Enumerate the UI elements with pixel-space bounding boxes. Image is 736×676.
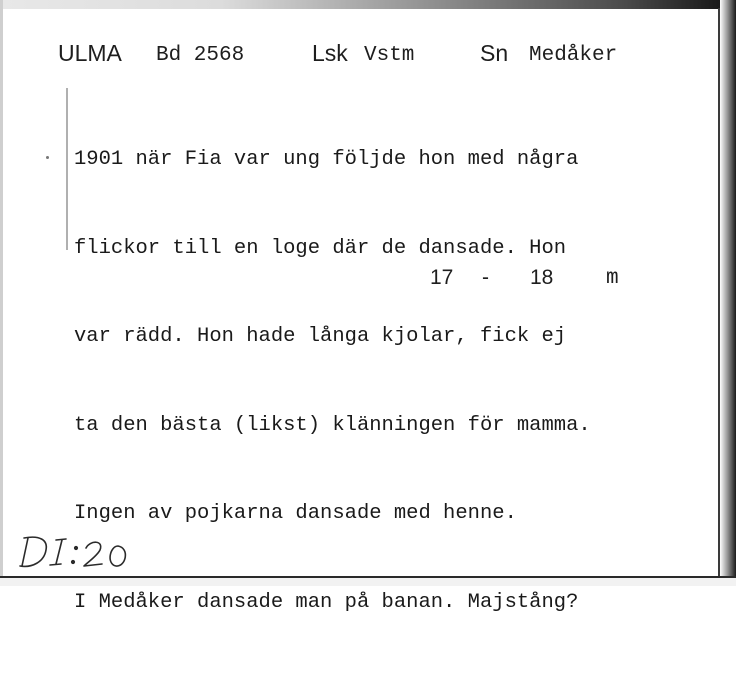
body-line: var rädd. Hon hade långa kjolar, fick ej	[74, 325, 567, 348]
page-from: 17	[430, 266, 454, 289]
gender-mark: m	[606, 267, 619, 290]
archive-code: ULMA	[58, 40, 122, 66]
body-line: flickor till en loge där de dansade. Hon	[74, 236, 567, 260]
socken-value: Medåker	[529, 44, 618, 67]
card-right-border	[718, 8, 720, 578]
record-number: Bd 2568	[156, 44, 245, 67]
scan-edge-left	[0, 0, 3, 586]
socken-label: Sn	[480, 40, 509, 66]
body-line: ta den bästa (likst) klänningen för mamma.	[74, 413, 591, 437]
landskap-label: Lsk	[312, 40, 348, 66]
scan-edge-right	[720, 0, 736, 586]
landskap-value: Vstm	[364, 44, 415, 67]
page-dash: -	[482, 266, 489, 289]
body-line: Ingen av pojkarna dansade med henne.	[74, 502, 517, 525]
handwritten-signature	[14, 526, 144, 576]
body-line: I Medåker dansade man på banan. Majstång?	[74, 590, 579, 614]
body-line: 1901 när Fia var ung följde hon med några	[74, 148, 579, 171]
page-to: 18	[530, 266, 554, 289]
margin-rule	[66, 88, 68, 250]
margin-dot	[46, 156, 49, 159]
scan-edge-top	[0, 0, 736, 9]
card-body	[74, 86, 591, 676]
